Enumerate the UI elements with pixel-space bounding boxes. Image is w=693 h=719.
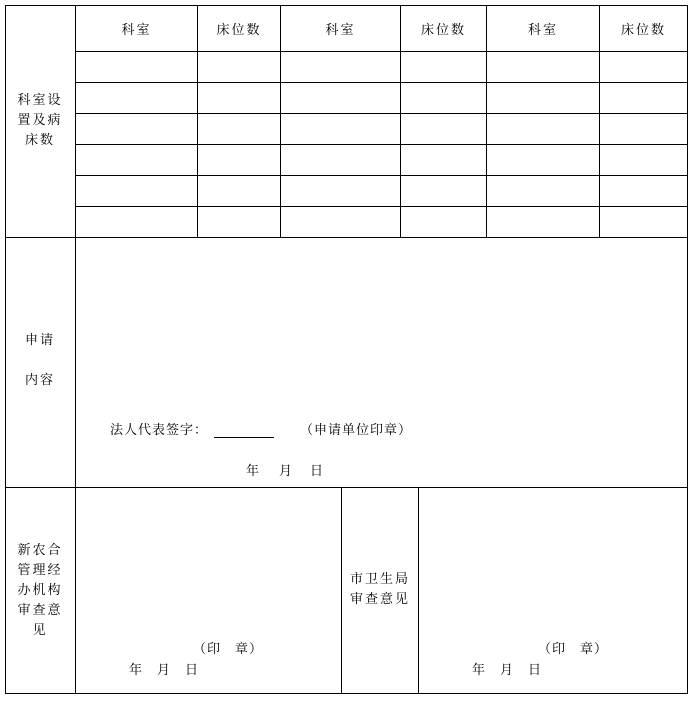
table-cell-bed-count[interactable]: [600, 207, 687, 237]
table-cell-bed-count[interactable]: [401, 207, 486, 237]
table-cell-department[interactable]: [76, 52, 197, 82]
health-bureau-seal-note: （印 章）: [538, 642, 609, 657]
table-cell-bed-count[interactable]: [198, 176, 280, 206]
table-cell-department[interactable]: [76, 83, 197, 113]
departments-beds-label-line: 置及病: [17, 113, 63, 128]
ncms-review-label-line: 审查意: [17, 603, 63, 618]
table-cell-bed-count[interactable]: [198, 83, 280, 113]
table-cell-bed-count[interactable]: [401, 176, 486, 206]
header-department: 科室: [325, 23, 356, 38]
ncms-review-date: 年 月 日: [129, 663, 200, 678]
legal-representative-signature-label: 法人代表签字：: [110, 423, 209, 438]
outer-border-right: [687, 5, 688, 694]
table-cell-department[interactable]: [487, 145, 599, 175]
health-bureau-review-opinion-field[interactable]: [419, 488, 687, 693]
application-content-label-line: 申请: [24, 333, 55, 348]
table-cell-bed-count[interactable]: [198, 52, 280, 82]
table-cell-bed-count[interactable]: [600, 176, 687, 206]
legal-representative-signature-field[interactable]: [214, 423, 274, 438]
table-cell-bed-count[interactable]: [198, 114, 280, 144]
application-date-day: 日: [310, 464, 325, 479]
table-cell-bed-count[interactable]: [401, 145, 486, 175]
application-date-month: 月: [279, 464, 294, 479]
departments-beds-label-line: 科室设: [17, 93, 63, 108]
health-bureau-review-label-line: 审查意见: [349, 592, 410, 607]
table-cell-bed-count[interactable]: [198, 207, 280, 237]
applicant-seal-note: （申请单位印章）: [300, 423, 413, 438]
table-cell-department[interactable]: [281, 176, 400, 206]
table-cell-department[interactable]: [487, 207, 599, 237]
ncms-review-label-line: 见: [32, 623, 48, 638]
table-cell-department[interactable]: [487, 52, 599, 82]
ncms-review-label-line: 管理经: [17, 563, 63, 578]
table-cell-department[interactable]: [487, 83, 599, 113]
ncms-review-opinion-field[interactable]: [76, 488, 341, 693]
health-bureau-review-label-line: 市卫生局: [349, 572, 410, 587]
table-cell-bed-count[interactable]: [600, 145, 687, 175]
table-cell-department[interactable]: [76, 207, 197, 237]
table-cell-bed-count[interactable]: [401, 52, 486, 82]
table-cell-department[interactable]: [281, 52, 400, 82]
table-cell-department[interactable]: [76, 114, 197, 144]
ncms-review-label: [5, 541, 75, 641]
table-cell-bed-count[interactable]: [401, 83, 486, 113]
application-content-field[interactable]: [76, 238, 687, 487]
table-cell-department[interactable]: [281, 114, 400, 144]
ncms-review-label-line: 新农合: [17, 543, 63, 558]
health-bureau-review-label: [342, 570, 418, 610]
application-content-label-line: 内容: [24, 373, 55, 388]
table-cell-bed-count[interactable]: [600, 52, 687, 82]
header-department: 科室: [121, 23, 152, 38]
departments-beds-label: [5, 91, 75, 151]
departments-beds-label-line: 床数: [24, 133, 55, 148]
table-cell-bed-count[interactable]: [198, 145, 280, 175]
application-date-year: 年: [246, 464, 261, 479]
application-form: [5, 5, 688, 694]
header-department: 科室: [527, 23, 558, 38]
ncms-seal-note: （印 章）: [193, 642, 264, 657]
table-cell-department[interactable]: [487, 114, 599, 144]
table-cell-bed-count[interactable]: [600, 83, 687, 113]
table-cell-department[interactable]: [487, 176, 599, 206]
table-cell-department[interactable]: [281, 145, 400, 175]
health-bureau-review-date: 年 月 日: [472, 663, 543, 678]
table-cell-bed-count[interactable]: [600, 114, 687, 144]
table-cell-department[interactable]: [76, 176, 197, 206]
table-cell-department[interactable]: [76, 145, 197, 175]
table-cell-department[interactable]: [281, 83, 400, 113]
application-content-label: [5, 331, 75, 391]
header-bed-count: 床位数: [420, 23, 466, 38]
outer-border-bottom: [5, 693, 688, 694]
table-cell-bed-count[interactable]: [401, 114, 486, 144]
table-cell-department[interactable]: [281, 207, 400, 237]
header-bed-count: 床位数: [216, 23, 262, 38]
header-bed-count: 床位数: [620, 23, 666, 38]
ncms-review-label-line: 办机构: [17, 583, 63, 598]
